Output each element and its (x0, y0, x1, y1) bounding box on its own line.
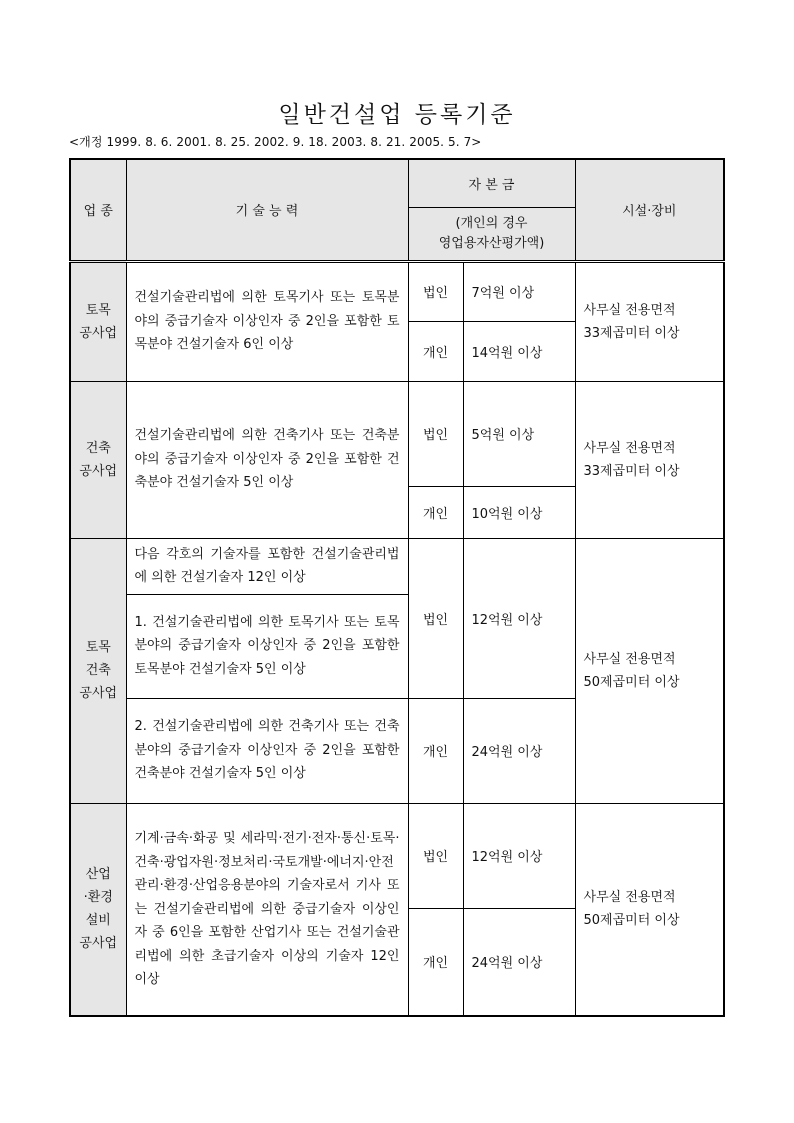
capital-type-individual: 개인 (408, 698, 463, 803)
technical-industrial-environmental: 기계·금속·화공 및 세라믹·전기·전자·통신·토목·건축·광업자원·정보처리·국토개발·에너지·안전관리·환경·산업응용분야의 기술자로서 기사 또는 건설기술관리법에 의한 중급기술자 이상인 자 중 6인을 포함한 산업기사 또는 건설기술관리법에 의한 초급기술자 이상의 기술자 12인 이상 (126, 803, 408, 1016)
capital-type-corporation: 법인 (408, 381, 463, 486)
technical-civil: 건설기술관리법에 의한 토목기사 또는 토목분야의 중급기술자 이상인자 중 2인을 포함한 토목분야 건설기술자 6인 이상 (126, 261, 408, 381)
capital-amount-corporation: 12억원 이상 (463, 538, 575, 698)
capital-amount-corporation: 7억원 이상 (463, 261, 575, 321)
capital-amount-corporation: 12억원 이상 (463, 803, 575, 908)
header-capital-note: (개인의 경우 영업용자산평가액) (408, 207, 575, 261)
capital-amount-individual: 14억원 이상 (463, 321, 575, 381)
capital-amount-corporation: 5억원 이상 (463, 381, 575, 486)
facilities-civil-architecture: 사무실 전용면적 50제곱미터 이상 (575, 538, 724, 803)
capital-type-individual: 개인 (408, 908, 463, 1016)
revision-history: <개정 1999. 8. 6. 2001. 8. 25. 2002. 9. 18. 2003. 8. 21. 2005. 5. 7> (69, 135, 482, 149)
technical-civil-architecture-item-1: 1. 건설기술관리법에 의한 토목기사 또는 토목분야의 중급기술자 이상인자 중 2인을 포함한 토목분야 건설기술자 5인 이상 (126, 594, 408, 698)
header-capital: 자 본 금 (408, 159, 575, 207)
header-business-type: 업 종 (70, 159, 126, 261)
capital-amount-individual: 24억원 이상 (463, 908, 575, 1016)
technical-civil-architecture-intro: 다음 각호의 기술자를 포함한 건설기술관리법에 의한 건설기술자 12인 이상 (126, 538, 408, 594)
facilities-civil: 사무실 전용면적 33제곱미터 이상 (575, 261, 724, 381)
capital-amount-individual: 24억원 이상 (463, 698, 575, 803)
technical-architecture: 건설기술관리법에 의한 건축기사 또는 건축분야의 중급기술자 이상인자 중 2인을 포함한 건축분야 건설기술자 5인 이상 (126, 381, 408, 538)
capital-amount-individual: 10억원 이상 (463, 486, 575, 538)
facilities-industrial-environmental: 사무실 전용면적 50제곱미터 이상 (575, 803, 724, 1016)
header-technical-capability: 기 술 능 력 (126, 159, 408, 261)
category-civil: 토목 공사업 (70, 261, 126, 381)
category-industrial-environmental: 산업 ·환경 설비 공사업 (70, 803, 126, 1016)
capital-type-corporation: 법인 (408, 538, 463, 698)
capital-type-individual: 개인 (408, 486, 463, 538)
category-civil-architecture: 토목 건축 공사업 (70, 538, 126, 803)
header-facilities: 시설·장비 (575, 159, 724, 261)
facilities-architecture: 사무실 전용면적 33제곱미터 이상 (575, 381, 724, 538)
capital-type-corporation: 법인 (408, 261, 463, 321)
registration-standards-table (69, 158, 725, 1017)
capital-type-corporation: 법인 (408, 803, 463, 908)
capital-type-individual: 개인 (408, 321, 463, 381)
page-title: 일반건설업 등록기준 (278, 102, 516, 128)
technical-civil-architecture-item-2: 2. 건설기술관리법에 의한 건축기사 또는 건축분야의 중급기술자 이상인자 중 2인을 포함한 건축분야 건설기술자 5인 이상 (126, 698, 408, 803)
category-architecture: 건축 공사업 (70, 381, 126, 538)
